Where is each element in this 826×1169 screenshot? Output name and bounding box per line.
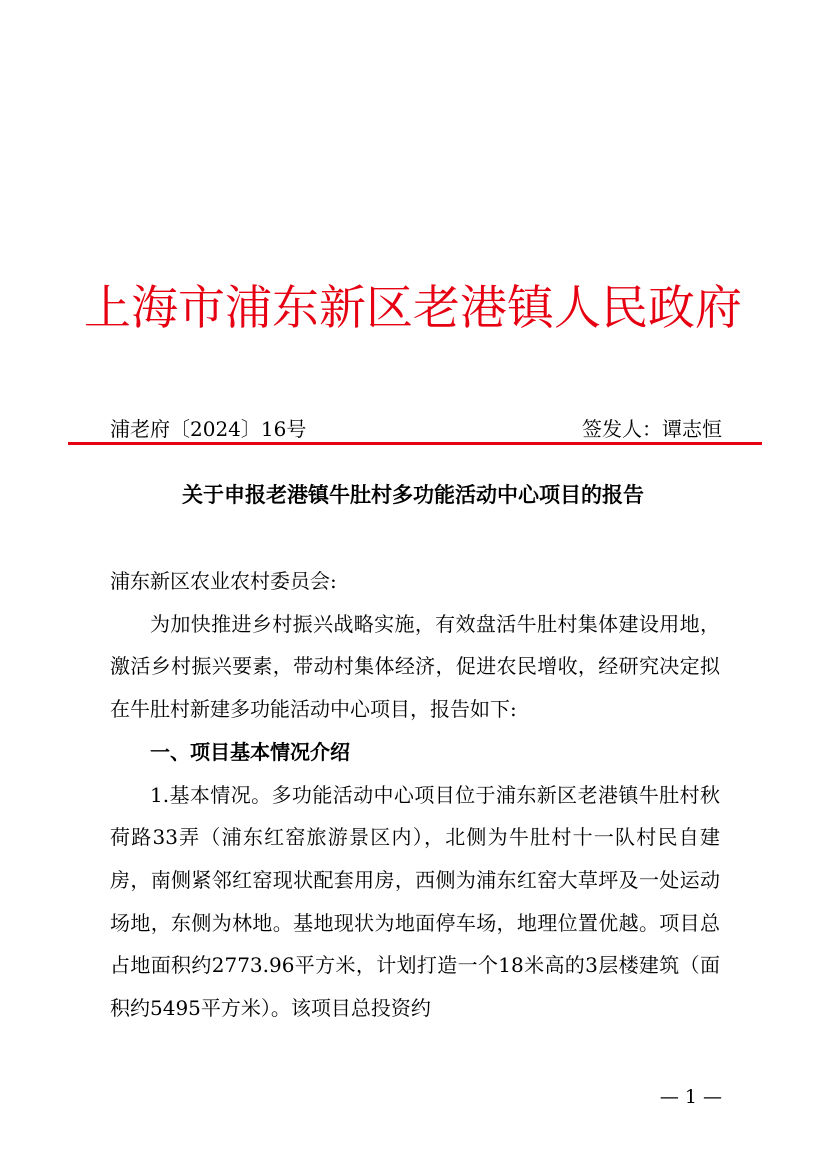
red-divider-line [68,442,762,445]
section-heading: 一、项目基本情况介绍 [150,739,350,764]
signer: 签发人：谭志恒 [582,417,722,441]
intro-paragraph: 为加快推进乡村振兴战略实施，有效盘活牛肚村集体建设用地，激活乡村振兴要素，带动村集体经济，促进农民增收，经研究决定拟在牛肚村新建多功能活动中心项目，报告如下: [110,611,720,722]
document-title: 关于申报老港镇牛肚村多功能活动中心项目的报告 [182,483,644,507]
page-number: — 1 — [659,1086,722,1108]
salutation: 浦东新区农业农村委员会: [110,569,337,593]
document-body [110,560,720,1030]
basic-info-paragraph: 1.基本情况。多功能活动中心项目位于浦东新区老港镇牛肚村秋荷路33弄（浦东红窑旅游景区内），北侧为牛肚村十一队村民自建房，南侧紧邻红窑现状配套用房，西侧为浦东红窑大草坪及一处运动场地，东侧为林地。基地现状为地面停车场，地理位置优越。项目总占地面积约2773.96平方米，计划打造一个18米高的3层楼建筑（面积约5495平方米）。该项目总投资约 [110,782,720,1021]
document-number: 浦老府〔2024〕16号 [110,417,307,441]
issuer-heading: 上海市浦东新区老港镇人民政府 [84,281,742,336]
